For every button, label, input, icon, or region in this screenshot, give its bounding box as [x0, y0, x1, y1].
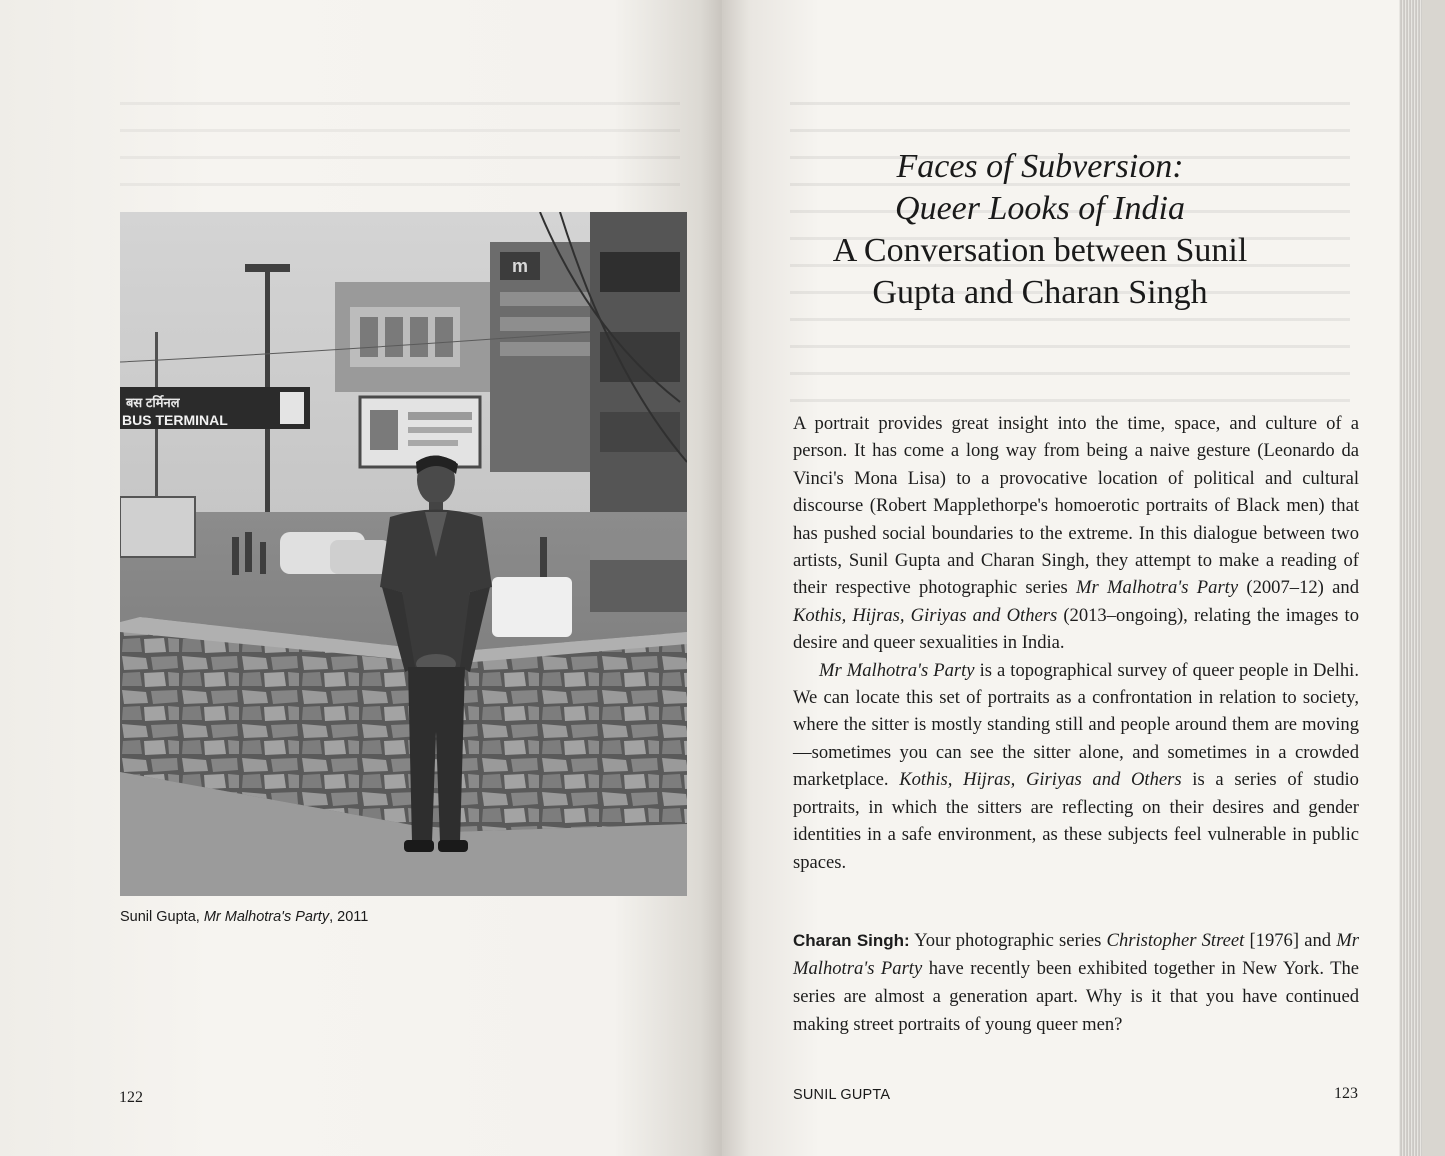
- chapter-title: [780, 146, 1300, 314]
- caption-year: , 2011: [329, 909, 369, 925]
- left-page: [0, 0, 722, 1156]
- q-text-b: [1976] and: [1244, 930, 1337, 951]
- page-edges: [1399, 0, 1422, 1156]
- caption-work-title: Mr Malhotra's Party: [203, 909, 330, 925]
- caption-author: Sunil Gupta,: [120, 909, 204, 925]
- p1-series-title-2: Kothis, Hijras, Giriyas and Others: [793, 604, 1058, 626]
- metro-mark: m: [512, 256, 529, 276]
- q-series-title-2: Mr Malhotra's Party: [793, 930, 1359, 979]
- intro-paragraph-2: [793, 657, 1359, 876]
- p2-series-title-1: Mr Malhotra's Party: [819, 659, 975, 681]
- p2-text-a: is a topographical survey of queer people in Delhi. We can locate this set of portraits as a confrontation in relation to society, where the sitter is mostly standing still and people around them are moving—sometimes you can see the sitter alone, and sometimes in a crowded marketplace.: [793, 659, 1359, 791]
- speaker-label: Charan Singh:: [793, 931, 910, 950]
- p1-text-a: A portrait provides great insight into the time, space, and culture of a person. It has come a long way from being a naive gesture (Leonardo da Vinci's Mona Lisa) to a provocative location of political and cultural discourse (Robert Mapplethorpe's homoerotic portraits of Black men) that has pushed social boundaries to the extreme. In this dialogue between two artists, Sunil Gupta and Charan Singh, they attempt to make a reading of their respective photographic series: [793, 413, 1359, 599]
- p2-series-title-2: Kothis, Hijras, Giriyas and Others: [899, 769, 1182, 791]
- title-line-1: Faces of Subversion:: [896, 148, 1184, 185]
- page-number-right: 123: [1334, 1085, 1358, 1102]
- p1-series-title-1: Mr Malhotra's Party: [1076, 577, 1239, 599]
- title-line-4: Gupta and Charan Singh: [872, 274, 1208, 311]
- q-series-title-1: Christopher Street: [1106, 930, 1245, 951]
- intro-paragraph-1: [793, 410, 1359, 657]
- sign-devanagari: बस टर्मिनल: [126, 395, 180, 410]
- photo-caption: [120, 909, 368, 925]
- show-through-text: [120, 88, 680, 198]
- q-text-a: Your photographic series: [909, 930, 1107, 951]
- p2-text-b: is a series of studio portraits, in which the sitters are reflecting on their desires and gender identities in a safe environment, as these subjects feel vulnerable in public spaces.: [793, 769, 1359, 873]
- page-number-left: 122: [119, 1089, 143, 1106]
- running-head: SUNIL GUPTA: [793, 1087, 891, 1103]
- intro-text: [793, 410, 1359, 876]
- q-text-c: have recently been exhibited together in New York. The series are almost a generation apart. Why is it that you have continued making street portraits of young queer men?: [793, 958, 1359, 1035]
- photograph-mr-malhotras-party: [120, 212, 687, 896]
- sign-bus-terminal: BUS TERMINAL: [122, 412, 228, 428]
- p1-text-c: (2013–ongoing), relating the images to desire and queer sexualities in India.: [793, 604, 1359, 654]
- title-line-2: Queer Looks of India: [895, 190, 1185, 227]
- title-line-3: A Conversation between Sunil: [832, 232, 1248, 269]
- p1-text-b: (2007–12) and: [1238, 577, 1359, 599]
- interview-question: [793, 927, 1359, 1039]
